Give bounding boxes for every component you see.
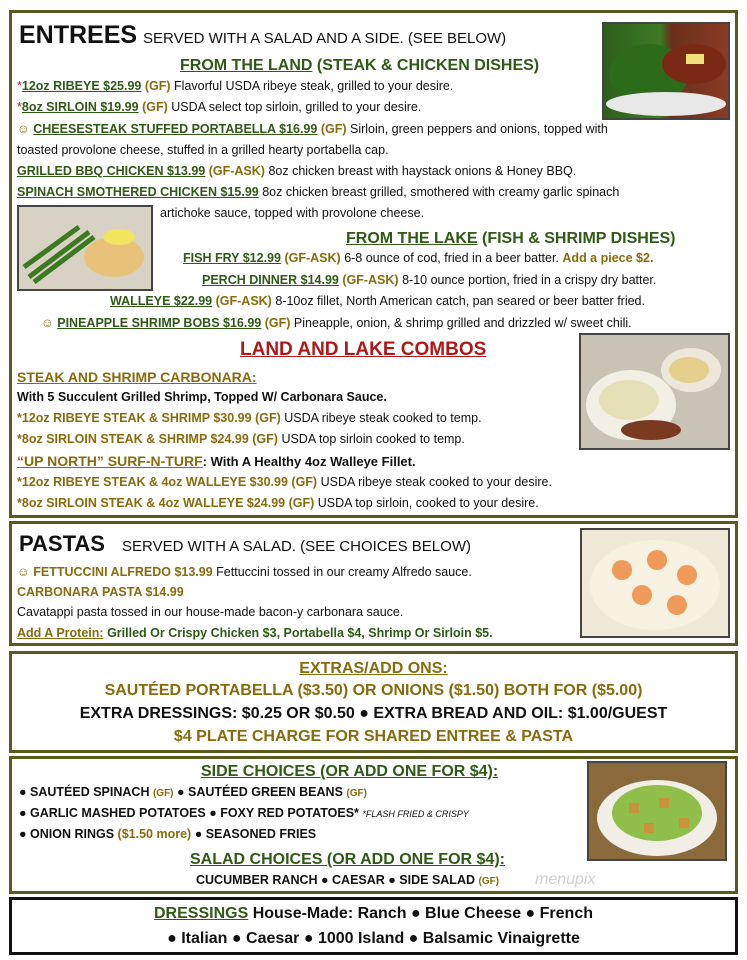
- sides-row1: ● SAUTÉED SPINACH (GF) ● SAUTÉED GREEN BEANS (GF): [19, 785, 367, 799]
- dressings-line2: ● Italian ● Caesar ● 1000 Island ● Balsamic Vinaigrette: [167, 930, 580, 947]
- extras-line1: SAUTÉED PORTABELLA ($3.50) OR ONIONS ($1.50) BOTH FOR ($5.00): [104, 682, 643, 699]
- land-item-portabella-desc: toasted provolone cheese, stuffed in a grilled hearty portabella cap.: [17, 143, 389, 157]
- extras-line2: EXTRA DRESSINGS: $0.25 OR $0.50 ● EXTRA BREAD AND OIL: $1.00/GUEST: [79, 705, 668, 722]
- lake-heading: FROM THE LAKE (FISH & SHRIMP DISHES): [346, 230, 676, 247]
- fish-greenbeans-photo: [17, 205, 153, 291]
- lake-item-perch: PERCH DINNER $14.99 (GF-ASK) 8-10 ounce portion, fried in a crispy dry batter.: [202, 273, 657, 287]
- entrees-subtitle: SERVED WITH A SALAD AND A SIDE. (SEE BELOW): [143, 30, 507, 47]
- carbonara-item-sirloin: *8oz SIRLOIN STEAK & SHRIMP $24.99 (GF) USDA top sirloin cooked to temp.: [17, 432, 465, 446]
- land-item-spinach-chicken-desc: artichoke sauce, topped with provolone cheese.: [160, 206, 425, 220]
- sides-heading: SIDE CHOICES (OR ADD ONE FOR $4):: [201, 763, 499, 780]
- pasta-carbonara-name: CARBONARA PASTA $14.99: [17, 585, 184, 599]
- surf-item-sirloin: *8oz SIRLOIN STEAK & 4oz WALLEYE $24.99 (GF) USDA top sirloin, cooked to your desire.: [17, 496, 539, 510]
- combos-heading: LAND AND LAKE COMBOS: [240, 339, 487, 360]
- dressings-line1: DRESSINGS House-Made: Ranch ● Blue Cheese ● French: [154, 905, 593, 922]
- land-item-spinach-chicken: SPINACH SMOTHERED CHICKEN $15.99 8oz chicken breast grilled, smothered with creamy garlic spinach: [17, 185, 620, 199]
- pasta-carbonara-desc: Cavatappi pasta tossed in our house-made bacon-y carbonara sauce.: [17, 605, 404, 619]
- shrimp-pasta-photo: [580, 528, 730, 638]
- lake-item-shrimp-bobs: ☺ PINEAPPLE SHRIMP BOBS $16.99 (GF) Pineapple, onion, & shrimp grilled and drizzled w/ sweet chili.: [41, 316, 632, 330]
- caesar-salad-photo: [587, 761, 727, 861]
- land-item-ribeye: *12oz RIBEYE $25.99 (GF) Flavorful USDA ribeye steak, grilled to your desire.: [17, 79, 454, 93]
- land-item-sirloin: *8oz SIRLOIN $19.99 (GF) USDA select top sirloin, grilled to your desire.: [17, 100, 422, 114]
- pasta-protein: Add A Protein: Grilled Or Crispy Chicken $3, Portabella $4, Shrimp Or Sirloin $5.: [17, 626, 493, 640]
- sides-row2: ● GARLIC MASHED POTATOES ● FOXY RED POTATOES* *FLASH FRIED & CRISPY: [19, 806, 469, 820]
- combo-plate-photo: [579, 333, 730, 450]
- pastas-subtitle: SERVED WITH A SALAD. (SEE CHOICES BELOW): [122, 538, 471, 555]
- land-item-portabella: ☺ CHEESESTEAK STUFFED PORTABELLA $16.99 (GF) Sirloin, green peppers and onions, topped with: [17, 122, 608, 136]
- extras-line3: $4 PLATE CHARGE FOR SHARED ENTREE & PASTA: [173, 728, 574, 745]
- lake-item-walleye: WALLEYE $22.99 (GF-ASK) 8-10oz fillet, North American catch, pan seared or beer batter fried.: [110, 294, 645, 308]
- salad-heading: SALAD CHOICES (OR ADD ONE FOR $4):: [190, 851, 505, 868]
- watermark: menupix: [535, 871, 596, 888]
- land-item-bbq-chicken: GRILLED BBQ CHICKEN $13.99 (GF-ASK) 8oz chicken breast with haystack onions & Honey BBQ.: [17, 164, 577, 178]
- salad-row: CUCUMBER RANCH ● CAESAR ● SIDE SALAD (GF): [196, 873, 500, 887]
- steak-spinach-photo: [602, 22, 730, 120]
- carbonara-item-ribeye: *12oz RIBEYE STEAK & SHRIMP $30.99 (GF) USDA ribeye steak cooked to temp.: [17, 411, 482, 425]
- surf-item-ribeye: *12oz RIBEYE STEAK & 4oz WALLEYE $30.99 (GF) USDA ribeye steak cooked to your desire.: [17, 475, 552, 489]
- pasta-alfredo: ☺ FETTUCCINI ALFREDO $13.99 Fettuccini tossed in our creamy Alfredo sauce.: [17, 565, 472, 579]
- land-heading: FROM THE LAND (STEAK & CHICKEN DISHES): [180, 57, 540, 74]
- sides-row3: ● ONION RINGS ($1.50 more) ● SEASONED FRIES: [19, 827, 317, 841]
- carbonara-sub: With 5 Succulent Grilled Shrimp, Topped W/ Carbonara Sauce.: [17, 390, 387, 404]
- entrees-title: ENTREES: [19, 21, 138, 49]
- pastas-title: PASTAS: [19, 531, 105, 556]
- surf-heading: “UP NORTH” SURF-N-TURF: With A Healthy 4oz Walleye Fillet.: [17, 453, 416, 469]
- lake-item-fish-fry: FISH FRY $12.99 (GF-ASK) 6-8 ounce of cod, fried in a beer batter. Add a piece $2.: [183, 251, 654, 265]
- extras-heading: EXTRAS/ADD ONS:: [299, 660, 448, 677]
- carbonara-heading: STEAK AND SHRIMP CARBONARA:: [17, 369, 257, 385]
